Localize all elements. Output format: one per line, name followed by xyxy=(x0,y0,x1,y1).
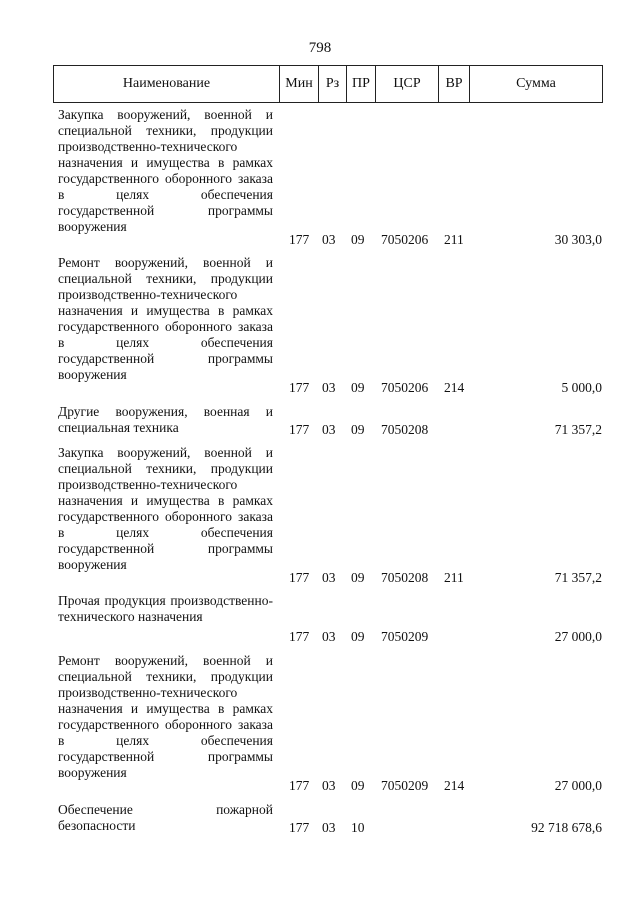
row-vr: 214 xyxy=(444,778,465,793)
header-pr: ПР xyxy=(347,66,376,103)
row-name: Закупка вооружений, военной и специальной техники, продукции производственно-технического назначения и имущества в рамках государственного оборонного заказа в целях обеспечения государственной программы вооружения xyxy=(58,445,273,572)
row-pr: 09 xyxy=(351,232,365,247)
row-name: Ремонт вооружений, военной и специальной техники, продукции производственно-технического назначения и имущества в рамках государственного оборонного заказа в целях обеспечения государственной программы вооружения xyxy=(58,653,273,780)
table-row xyxy=(58,445,602,586)
row-sum: 27 000,0 xyxy=(554,778,602,793)
row-csr: 7050208 xyxy=(381,422,429,437)
row-csr: 7050206 xyxy=(381,380,429,395)
row-vr: 211 xyxy=(444,232,464,247)
row-rz: 03 xyxy=(322,820,336,835)
row-vr: 214 xyxy=(444,380,465,395)
row-pr: 09 xyxy=(351,422,365,437)
row-rz: 03 xyxy=(322,422,336,437)
header-csr: ЦСР xyxy=(376,66,439,103)
table-row xyxy=(58,107,602,248)
table-header xyxy=(53,65,603,103)
row-csr: 7050208 xyxy=(381,570,429,585)
row-rz: 03 xyxy=(322,629,336,644)
row-min: 177 xyxy=(289,380,310,395)
table-row xyxy=(58,404,602,438)
row-name: Закупка вооружений, военной и специальной техники, продукции производственно-технического назначения и имущества в рамках государственного оборонного заказа в целях обеспечения государственной программы вооружения xyxy=(58,107,273,234)
row-vr: 211 xyxy=(444,570,464,585)
row-sum: 5 000,0 xyxy=(561,380,602,395)
row-min: 177 xyxy=(289,778,310,793)
table-row xyxy=(58,802,602,836)
table-row xyxy=(58,593,602,645)
row-pr: 09 xyxy=(351,380,365,395)
row-csr: 7050206 xyxy=(381,232,429,247)
row-pr: 09 xyxy=(351,629,365,644)
header-vr: ВР xyxy=(439,66,470,103)
row-min: 177 xyxy=(289,629,310,644)
row-min: 177 xyxy=(289,232,310,247)
row-pr: 09 xyxy=(351,570,365,585)
header-sum: Сумма xyxy=(470,66,603,103)
row-rz: 03 xyxy=(322,380,336,395)
row-csr: 7050209 xyxy=(381,778,429,793)
row-rz: 03 xyxy=(322,570,336,585)
header-min: Мин xyxy=(280,66,319,103)
row-min: 177 xyxy=(289,820,310,835)
row-name: Ремонт вооружений, военной и специальной техники, продукции производственно-технического назначения и имущества в рамках государственного оборонного заказа в целях обеспечения государственной программы вооружения xyxy=(58,255,273,382)
header-rz: Рз xyxy=(319,66,347,103)
row-rz: 03 xyxy=(322,778,336,793)
table-row xyxy=(58,255,602,396)
row-name: Обеспечение пожарной безопасности xyxy=(58,802,273,833)
row-sum: 71 357,2 xyxy=(554,422,602,437)
table-row xyxy=(58,653,602,794)
row-sum: 27 000,0 xyxy=(554,629,602,644)
row-sum: 30 303,0 xyxy=(554,232,602,247)
row-name: Другие вооружения, военная и специальная техника xyxy=(58,404,273,435)
row-pr: 10 xyxy=(351,820,365,835)
row-name: Прочая продукция производственно-технического назначения xyxy=(58,593,273,624)
row-pr: 09 xyxy=(351,778,365,793)
row-csr: 7050209 xyxy=(381,629,429,644)
row-sum: 92 718 678,6 xyxy=(531,820,602,835)
header-name: Наименование xyxy=(54,66,280,103)
row-sum: 71 357,2 xyxy=(554,570,602,585)
page-number: 798 xyxy=(308,40,332,56)
row-rz: 03 xyxy=(322,232,336,247)
row-min: 177 xyxy=(289,570,310,585)
row-min: 177 xyxy=(289,422,310,437)
